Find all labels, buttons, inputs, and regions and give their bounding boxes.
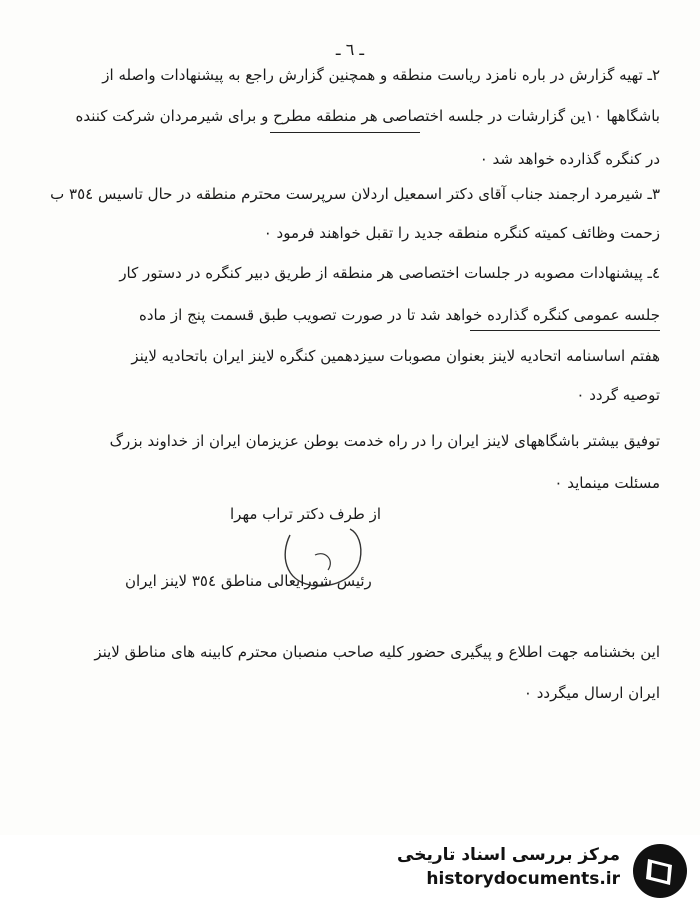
archive-logo-icon (630, 841, 690, 901)
item-4-line-1: ٤ـ پیشنهادات مصوبه در جلسات اختصاصی هر منطقه از طریق دبیر کنگره در دستور کار (119, 264, 660, 282)
org-name: مرکز بررسی اسناد تاریخی (397, 845, 620, 865)
distribution-line-1: این بخشنامه جهت اطلاع و پیگیری حضور کلیه صاحب منصبان محترم کابینه های مناطق لاینز (94, 643, 660, 661)
underline-2 (470, 330, 660, 331)
item-2-line-3: در کنگره گذارده خواهد شد ٠ (479, 150, 660, 168)
item-2-line-2: باشگاهها ۱۰ین گزارشات در جلسه اختصاصی هر منطقه مطرح و برای شیرمردان شرکت کننده (75, 107, 660, 125)
org-url: historydocuments.ir (426, 869, 620, 889)
item-4-line-4: توصیه گردد ٠ (576, 386, 660, 404)
closing-line-1: توفیق بیشتر باشگاههای لاینز ایران را در راه خدمت بوطن عزیزمان ایران از خداوند بزرگ (109, 432, 660, 450)
signatory-name: از طرف دکتر تراب مهرا (230, 505, 382, 523)
page-number: ـ ٦ ـ (335, 40, 365, 59)
item-4-line-2: جلسه عمومی کنگره گذارده خواهد شد تا در صورت تصویب طبق قسمت پنج از ماده (138, 306, 660, 324)
item-3-line-1: ۳ـ شیرمرد ارجمند جناب آقای دکتر اسمعیل اردلان سرپرست محترم منطقه در حال تاسیس ۳٥٤ ب (50, 185, 660, 203)
signatory-title: رئیس شورایعالی مناطق ۳٥٤ لاینز ایران (125, 572, 372, 590)
distribution-line-2: ایران ارسال میگردد ٠ (523, 684, 660, 702)
underline-1 (270, 132, 420, 133)
item-3-line-2: زحمت وظائف کمیته کنگره منطقه جدید را تقبل خواهند فرمود ٠ (263, 224, 660, 242)
watermark-footer (0, 835, 700, 905)
item-4-line-3: هفتم اساسنامه اتحادیه لاینز بعنوان مصوبات سیزدهمین کنگره لاینز ایران باتحادیه لاینز (131, 347, 660, 365)
item-2-line-1: ۲ـ تهیه گزارش در باره نامزد ریاست منطقه و همچنین گزارش راجع به پیشنهادات واصله از (102, 66, 660, 84)
closing-line-2: مسئلت مینماید ٠ (554, 474, 660, 492)
